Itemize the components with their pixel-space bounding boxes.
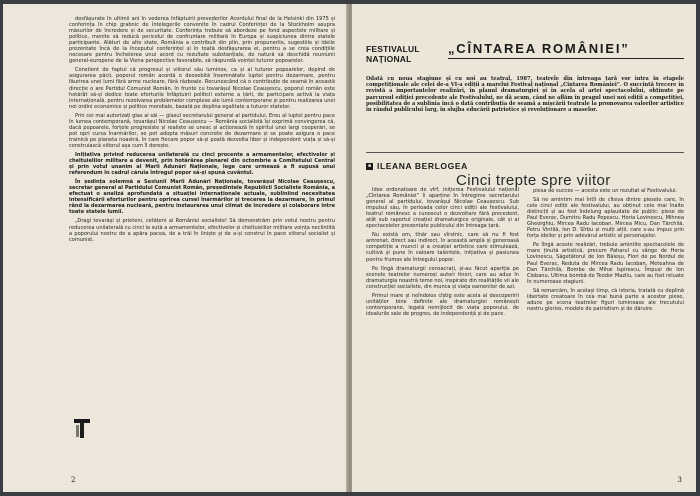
article-title: Cinci trepte spre viitor bbox=[456, 172, 611, 189]
article-paragraph: Să remarcăm, în același timp, că istoria, tratată cu deplină libertate creatoare în cea mai bună parte a acestor piese, aduce pe scena teatrelor figuri luminoase ale trecutului nostru glorios, modele de patriotism și de dăruire. bbox=[527, 287, 684, 312]
left-page-body bbox=[69, 16, 335, 414]
left-paragraph-bold: În ședința solemnă a Sesiunii Marii Adunări Naționale, tovarășul Nicolae Ceaușescu, secretar general al Partidului Comunist Român, președintele Republicii Socialiste România, a efectuat o analiză aprofundată a situației internaționale actuale, subliniind necesitatea intensificării eforturilor pentru oprirea cursei înarmărilor și trecerea la dezarmare, în primul rând la dezarmarea nucleară, pentru instaurarea unui climat de încredere și colaborare între toate statele lumii. bbox=[69, 179, 335, 216]
page-number-right: 3 bbox=[677, 476, 682, 484]
author-name: ILEANA BERLOGEA bbox=[377, 161, 468, 171]
left-paragraph: „Dragi tovarăși și prieteni, cetățeni ai României socialiste! Să demonstrăm prin votul nostru pentru reducerea unilaterală cu cinci la sută a armamentelor, efectivelor și cheltuielilor militare voința neclintită a poporului nostru de a apăra pacea, de a trăi în liniște și de a-și construi în pace viitorul socialist și comunist. bbox=[69, 218, 335, 243]
t-monogram-icon bbox=[73, 417, 91, 439]
left-paragraph: Constient de faptul că progresul și viitorul său luminos, ca și al tuturor popoarelor, depind de asigurarea păcii, poporul român acordă o deosebită însemnătate luptei pentru dezarmare, pentru făurirea unei lumi fără arme nucleare, fără războaie. Recunoscând că o contribuție de seamă în această direcție o are Partidul Comunist Român, în frunte cu tovarășul Nicolae Ceaușescu, poporul român este hotărât să-și dedice toate eforturile înfăptuirii politicii externe a țării, de participare activă la viața internațională, pentru rezolvarea problemelor complexe ale lumii contemporane și pentru realizarea unei noi ordini economice și politice mondiale, bazată pe deplina egalitate a tuturor statelor. bbox=[69, 67, 335, 110]
article-paragraph: Idee ordonatoare de vîrf, inițierea Festivalului național „Cîntarea României” îi aparține în întregime secretarului general al partidului, tovarășul Nicolae Ceaușescu. Sub impulsul său, în perioada celor cinci ediții ale festivalului, teatrul românesc a cunoscut o dezvoltare fără precedent, atât sub raportul creației dramaturgice originale, cât și al spectacolelor prezentate publicului din întreaga țară. bbox=[366, 187, 519, 230]
article-paragraph: piesa de succes — acesta este un rezultat al Festivalului. bbox=[533, 188, 678, 194]
author-marker-icon: ■ bbox=[367, 163, 372, 169]
article-paragraph: Pe lîngă aceste realizări, trebuie amintite spectacolele de mare ținută artistică, precum Paharul cu sânge de Horia Lovinescu, Săgetătorul de Ion Băieșu, Flori de pe Nordul de Paul Everac, Reduta de Mircea Radu Iacoban, Meteahna de Dan Tărchilă, Bombe de Mihai Ispirescu, Împuși de Ion Ciobanu, Ultima bombă de Teodor Mazilu, care au fost reluate în numeroase stagiuni. bbox=[527, 242, 684, 285]
page-number-left: 2 bbox=[71, 476, 76, 484]
article-intro: Odată cu noua stagiune și cu noi au teatral, 1987, teatrele din întreaga țară vor intra în etapele competiționale ale celei de-a VI-a ediții a marelui Festival național „Cîntarea României”. O succintă trecere în revistă a importantelor realizări, în planul dramaturgiei și în acela al artei spectacolului, obținute pe parcursul ediției precedente ale Festivalului, ne dă acum, când ne aflăm în pragul unei noi ediții a competiției, posibilitatea de a sublinia încă o dată contribuția de seamă a mișcării teatrale la promovarea valorilor artistice în rândul publicului larg, în slujba educării patriotice și revoluționare a maselor. bbox=[366, 76, 684, 114]
festival-name: „CÎNTAREA ROMÂNIEI” bbox=[448, 41, 684, 59]
article-column-1 bbox=[366, 187, 519, 474]
left-paragraph-bold: Inițiativa privind reducerea unilaterală cu cinci procente a armamentelor, efectivelor și cheltuielilor militare a devenit, prin hotărârea plenarei din octombrie a Comitetului Central și prin votul unanim al Marii Adunări Naționale, lege care urmează a fi supusă unui referendum în cadrul căruia întregul popor să-și spună cuvântul. bbox=[69, 151, 335, 177]
divider bbox=[366, 152, 684, 153]
article-paragraph: Pe lîngă dramaturgii consacrați, și-au făcut apariția pe scenele teatrelor numeroși autori tineri, care au adus în dramaturgia noastră teme noi, inspirate din realitățile vii ale construcției socialiste, din munca și viața oamenilor de azi. bbox=[366, 265, 519, 290]
article-paragraph: Să ne amintim mai întîi de cîteva dintre piesele care, în cele cinci ediții ale festivalului, au obținut cele mai înalte distincții și au fost îndelung aplaudate de public: piese de Paul Everac, Dumitru Radu Popescu, Horia Lovinescu, Mihnea Gheorghiu, Mircea Radu Iacoban, Mircea Micu, Dan Tărchilă, Petru Vintilă, Ion D. Sîrbu și mulți alții, care s-au impus prin forța ideilor și prin adevărul artistic al personajelor. bbox=[527, 197, 684, 240]
festival-label: FESTIVALUL NAȚIONAL bbox=[366, 44, 420, 64]
article-paragraph: Nu există om, tînăr sau vîrstnic, care să nu fi fost antrenat, direct sau indirect, în această amplă și generoasă competiție a muncii și a creației artistice care stimulează, cultivă și pune în valoare talentele, inițiativa și pasiunea pentru frumos ale întregului popor. bbox=[366, 232, 519, 263]
left-paragraph: Prin cei mai autorizați glas ai săi — glasul secretarului general al partidului, Erou al luptei pentru pace în lumea contemporană, tovarășul Nicolae Ceaușescu — România socialistă își exprimă convingerea că, dacă popoarele, forțele progresiste și realiste se unesc și acționează în spiritul unei largi cooperări, se pot opri cursa înarmărilor, se pot adopta măsuri concrete de dezarmare și se poate asigura o pace trainică pe planeta noastră, în care fiecare popor să-și poată dezvolta liber și independent viața și să-și construiască viitorul așa cum îl dorește. bbox=[69, 112, 335, 149]
left-paragraph: desfășurate în ultimii ani în vederea înfăptuirii prevederilor Acordului final de la Helsinki din 1975 și conferința în chip grabnic de întelegerile convenite în cadrul Conferinței de la Stockholm asupra măsurilor de încredere și de securitate. Conferința trebuie să abordeze pe fond aspectele militare și politice, menite să reducă pericolul de confruntare militară în Europa și suspiciunea dintre statele participante. Alături de alte state, România a contribuit din plin, prin propunerile, sugestiile și ideile prezentate încă de la începutul conferinței și în toată desfășurarea ei, pentru a se crea condițiile necesare pentru încheierea unui acord cu rezultate substanțiale, de natură să deschidă reuniunii general-europene de la Viena perspective favorabile, să răspundă voinței tuturor popoarelor. bbox=[69, 16, 335, 65]
author-byline bbox=[366, 161, 468, 171]
article-paragraph: Primul mare și neîndoios cîștig este acela al descoperirii unităților bine definite ale dramaturgiei românești contemporane, legată nemijlocit de viața poporului, de idealurile sale de progres, de independență și de pace. bbox=[366, 292, 519, 317]
article-column-2 bbox=[527, 188, 684, 474]
left-page bbox=[3, 4, 348, 492]
right-page bbox=[352, 4, 696, 492]
